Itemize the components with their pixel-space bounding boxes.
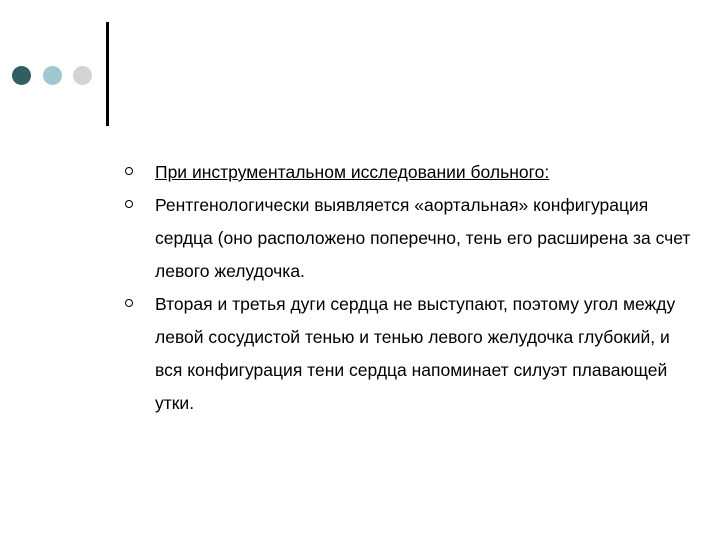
bullet-circle-icon — [125, 200, 133, 208]
bullet-text: Вторая и третья дуги сердца не выступают, поэтому угол между левой сосудистой тенью и тенью левого желудочка глубокий, и вся конфигурация тени сердца напоминает силуэт плавающей утки. — [155, 294, 676, 413]
bullet-circle-icon — [125, 299, 133, 307]
bullet-text: Рентгенологически выявляется «аортальная» конфигурация сердца (оно расположено поперечно, тень его расширена за счет левого желудочка. — [155, 195, 691, 281]
decor-dot-dark — [12, 66, 31, 85]
bullet-item-arcs — [125, 288, 695, 420]
bullet-item-heading — [125, 156, 695, 189]
bullet-item-xray — [125, 189, 695, 288]
decor-dot-light — [43, 66, 62, 85]
decor-dot-gray — [73, 66, 92, 85]
bullet-circle-icon — [125, 167, 133, 175]
decor-vertical-line — [106, 22, 109, 126]
slide-heading: При инструментальном исследовании больного: — [155, 162, 550, 182]
bullet-list — [125, 156, 695, 420]
